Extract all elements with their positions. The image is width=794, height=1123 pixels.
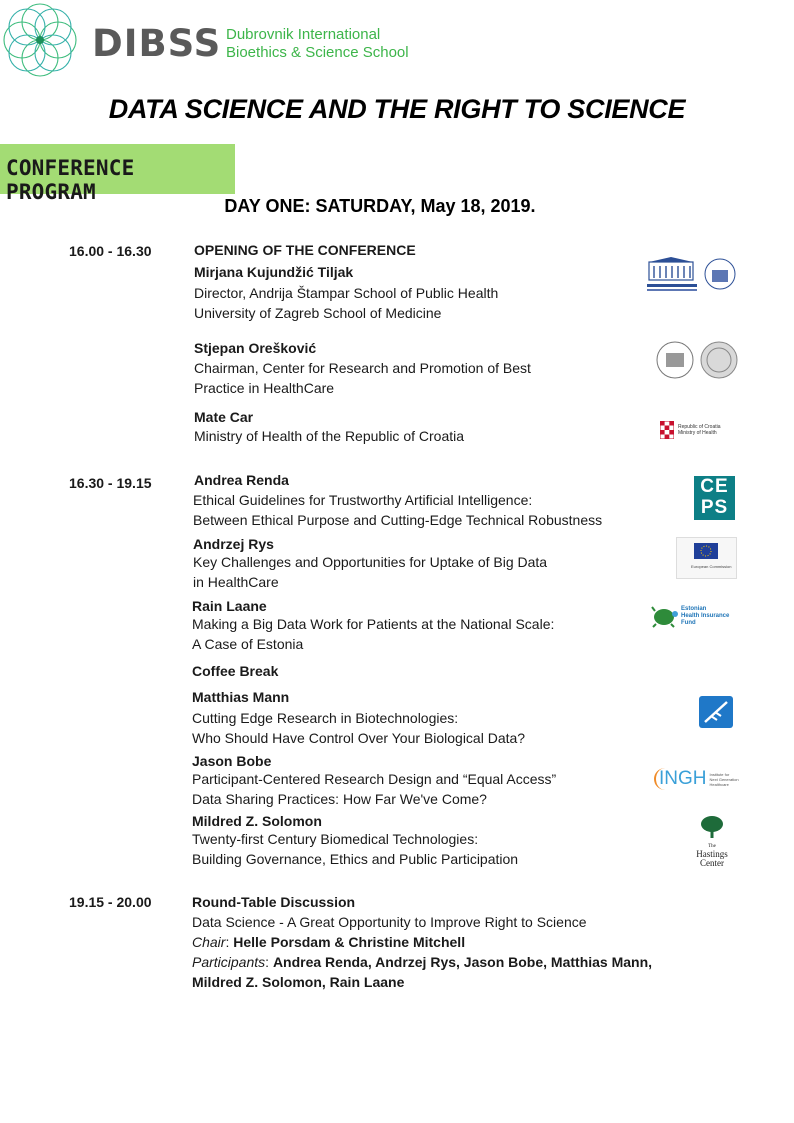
speaker-role: Chairman, Center for Research and Promotion of Best	[194, 360, 531, 376]
speaker-name: Mate Car	[194, 409, 254, 425]
session-heading: OPENING OF THE CONFERENCE	[194, 242, 416, 258]
european-commission-logo	[676, 537, 737, 579]
talk-title-cont: Building Governance, Ethics and Public Participation	[192, 851, 519, 867]
ingh-logo-line-1: Institute for	[709, 771, 730, 777]
ministry-of-health-logo	[660, 418, 740, 442]
session-topic: Data Science - A Great Opportunity to Improve Right to Science	[192, 914, 587, 930]
speaker-role: Director, Andrija Štampar School of Public Health	[194, 285, 499, 301]
logo-subtitle-line-2: Bioethics & Science School	[226, 44, 409, 61]
ministry-logo-line-1: Republic of Croatia	[678, 424, 721, 430]
estonian-health-insurance-logo	[650, 601, 735, 631]
day-title: DAY ONE: SATURDAY, May 18, 2019.	[224, 196, 536, 216]
participants-line: Participants: Andrea Renda, Andrzej Rys, Jason Bobe, Matthias Mann,	[192, 954, 653, 970]
speaker-name: Jason Bobe	[192, 753, 272, 769]
ingh-logo-line-2: Next Generation	[709, 776, 739, 782]
talk-title: Key Challenges and Opportunities for Uptake of Big Data	[193, 554, 548, 570]
program-banner-label: CONFERENCE PROGRAM	[6, 156, 135, 204]
hastings-center-logo	[688, 815, 736, 868]
dibss-logo-icon	[0, 0, 80, 80]
participants-names: Andrea Renda, Andrzej Rys, Jason Bobe, Matthias Mann,	[272, 954, 653, 970]
ec-logo-caption: European Commission	[691, 564, 732, 569]
talk-title-cont: Data Sharing Practices: How Far We've Come?	[192, 791, 487, 807]
speaker-name: Andrea Renda	[194, 472, 289, 488]
hastings-logo-line-3: Center	[700, 858, 724, 868]
logo-subtitle	[226, 26, 409, 62]
ministry-logo-line-2: Ministry of Health	[678, 430, 717, 436]
page-title: DATA SCIENCE AND THE RIGHT TO SCIENCE	[108, 94, 686, 124]
talk-title: Participant-Centered Research Design and “Equal Access”	[192, 771, 557, 787]
speaker-name: Andrzej Rys	[193, 536, 274, 552]
max-planck-logo-icon	[697, 694, 735, 730]
speaker-name: Rain Laane	[192, 598, 267, 614]
ceps-logo	[694, 476, 735, 520]
logo-wordmark: DIBSS	[92, 22, 222, 65]
participants-label: Participants	[192, 954, 266, 970]
ehif-logo-line-3: Fund	[681, 619, 696, 626]
speaker-name: Mirjana Kujundžić Tiljak	[194, 264, 354, 280]
ceps-logo-bottom: PS	[700, 497, 729, 518]
talk-title-cont: in HealthCare	[193, 574, 279, 590]
speaker-affiliation: University of Zagreb School of Medicine	[194, 305, 442, 321]
speaker-name: Matthias Mann	[192, 689, 290, 705]
hastings-logo-line-1: The	[708, 844, 716, 849]
talk-title: Ethical Guidelines for Trustworthy Artificial Intelligence:	[193, 492, 533, 508]
ingh-logo	[654, 763, 740, 795]
ingh-logo-line-3: Healthcare	[709, 781, 729, 787]
talk-title-cont: A Case of Estonia	[192, 636, 304, 652]
croatia-coat-of-arms-icon	[660, 421, 674, 439]
speaker-role: Ministry of Health of the Republic of Croatia	[194, 428, 465, 444]
ehif-logo-line-2: Health Insurance	[681, 612, 730, 619]
chair-label: Chair	[192, 934, 226, 950]
chair-line: Chair: Helle Porsdam & Christine Mitchell	[192, 934, 466, 950]
eu-flag-icon	[694, 543, 718, 559]
session-heading: Round-Table Discussion	[192, 894, 356, 910]
talk-title: Twenty-first Century Biomedical Technologies:	[192, 831, 479, 847]
speaker-name: Mildred Z. Solomon	[192, 813, 322, 829]
participants-names-cont: Mildred Z. Solomon, Rain Laane	[192, 974, 405, 990]
ehif-logo-line-1: Estonian	[681, 605, 707, 612]
coffee-break-label: Coffee Break	[192, 663, 279, 679]
turtle-icon	[650, 603, 678, 629]
session-time: 19.15 - 20.00	[69, 894, 152, 910]
program-banner	[0, 144, 235, 204]
logo-subtitle-line-1: Dubrovnik International	[226, 26, 381, 43]
ingh-logo-wordmark: INGH	[654, 768, 707, 790]
university-seals-icon	[655, 340, 740, 380]
talk-title: Cutting Edge Research in Biotechnologies:	[192, 710, 459, 726]
talk-title-cont: Who Should Have Control Over Your Biological Data?	[192, 730, 526, 746]
speaker-role-cont: Practice in HealthCare	[194, 380, 335, 396]
chair-names: Helle Porsdam & Christine Mitchell	[233, 934, 466, 950]
session-time: 16.00 - 16.30	[69, 243, 152, 259]
talk-title: Making a Big Data Work for Patients at the National Scale:	[192, 616, 555, 632]
tree-icon	[699, 815, 725, 839]
participants-line-cont	[192, 972, 404, 992]
talk-title-cont: Between Ethical Purpose and Cutting-Edge Technical Robustness	[193, 512, 603, 528]
session-time: 16.30 - 19.15	[69, 475, 152, 491]
ceps-logo-top: CE	[700, 476, 729, 497]
hastings-logo-line-2: Hastings	[696, 849, 728, 859]
speaker-name: Stjepan Orešković	[194, 340, 317, 356]
stampar-school-logo-icon	[645, 256, 740, 296]
